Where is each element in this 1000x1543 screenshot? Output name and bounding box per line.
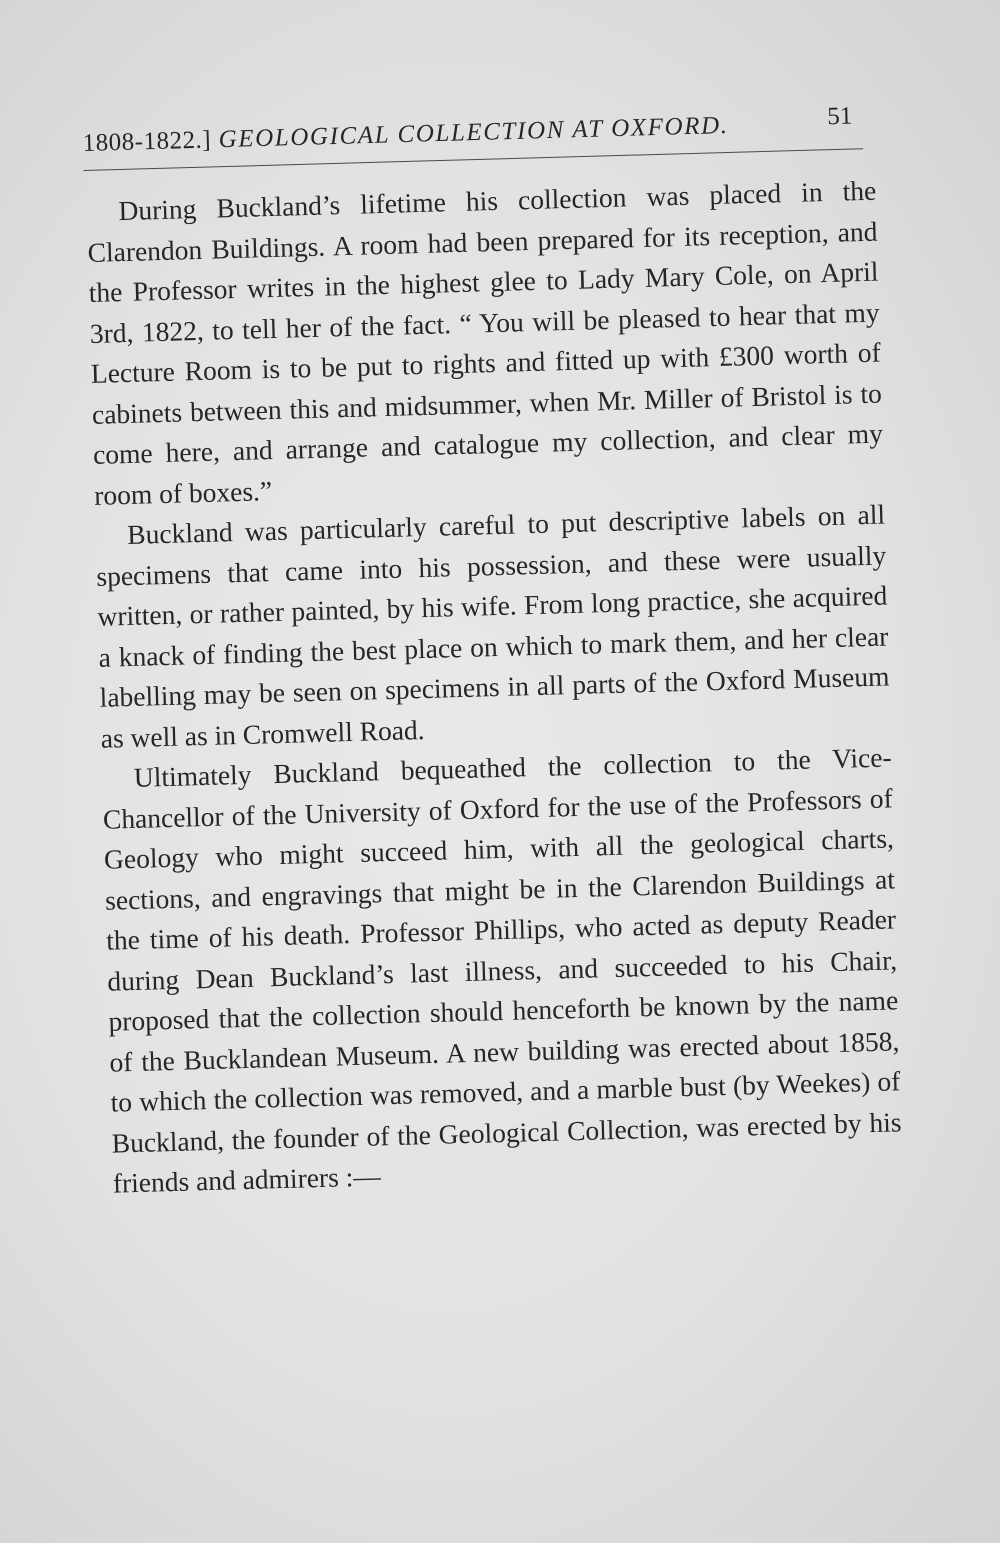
body-text bbox=[86, 171, 903, 1204]
header-years: 1808-1822.] bbox=[82, 126, 212, 157]
paragraph: Ultimately Buckland bequeathed the collection to the Vice-Chancellor of the University of Oxford for the use of the Professors of Geology who might succeed him, with all the geological charts, sections, and engravings that might be in the Clarendon Buildings at the time of his death. Professor Phillips, who acted as deputy Reader during Dean Buckland’s last illness, and succeeded to his Chair, proposed that the collection should henceforth be known by the name of the Bucklandean Museum. A new building was erected about 1858, to which the collection was removed, and a marble bust (by Weekes) of Buckland, the founder of the Geological Collection, was erected by his friends and admirers :— bbox=[102, 741, 902, 1199]
paragraph: Buckland was particularly careful to put descriptive labels on all specimens that came into his possession, and these were usually written, or rather painted, by his wife. From long practice, she acquired a knack of finding the best place on which to mark them, and her clear labelling may be seen on specimens in all parts of the Oxford Museum as well as in Cromwell Road. bbox=[95, 498, 890, 754]
page-number: 51 bbox=[826, 102, 853, 131]
paragraph: During Buckland’s lifetime his collection was placed in the Clarendon Buildings. A room had been prepared for its reception, and the Professor writes in the highest glee to Lady Mary Cole, on April 3rd, 1822, to tell her of the fact. “ You will be pleased to hear that my Lecture Room is to be put to rights and fitted up with £300 worth of cabinets between this and midsummer, when Mr. Miller of Bristol is to come here, and arrange and catalogue my collection, and clear my room of boxes.” bbox=[87, 174, 884, 511]
header-title: GEOLOGICAL COLLECTION AT OXFORD. bbox=[218, 111, 729, 154]
running-header bbox=[82, 96, 863, 162]
